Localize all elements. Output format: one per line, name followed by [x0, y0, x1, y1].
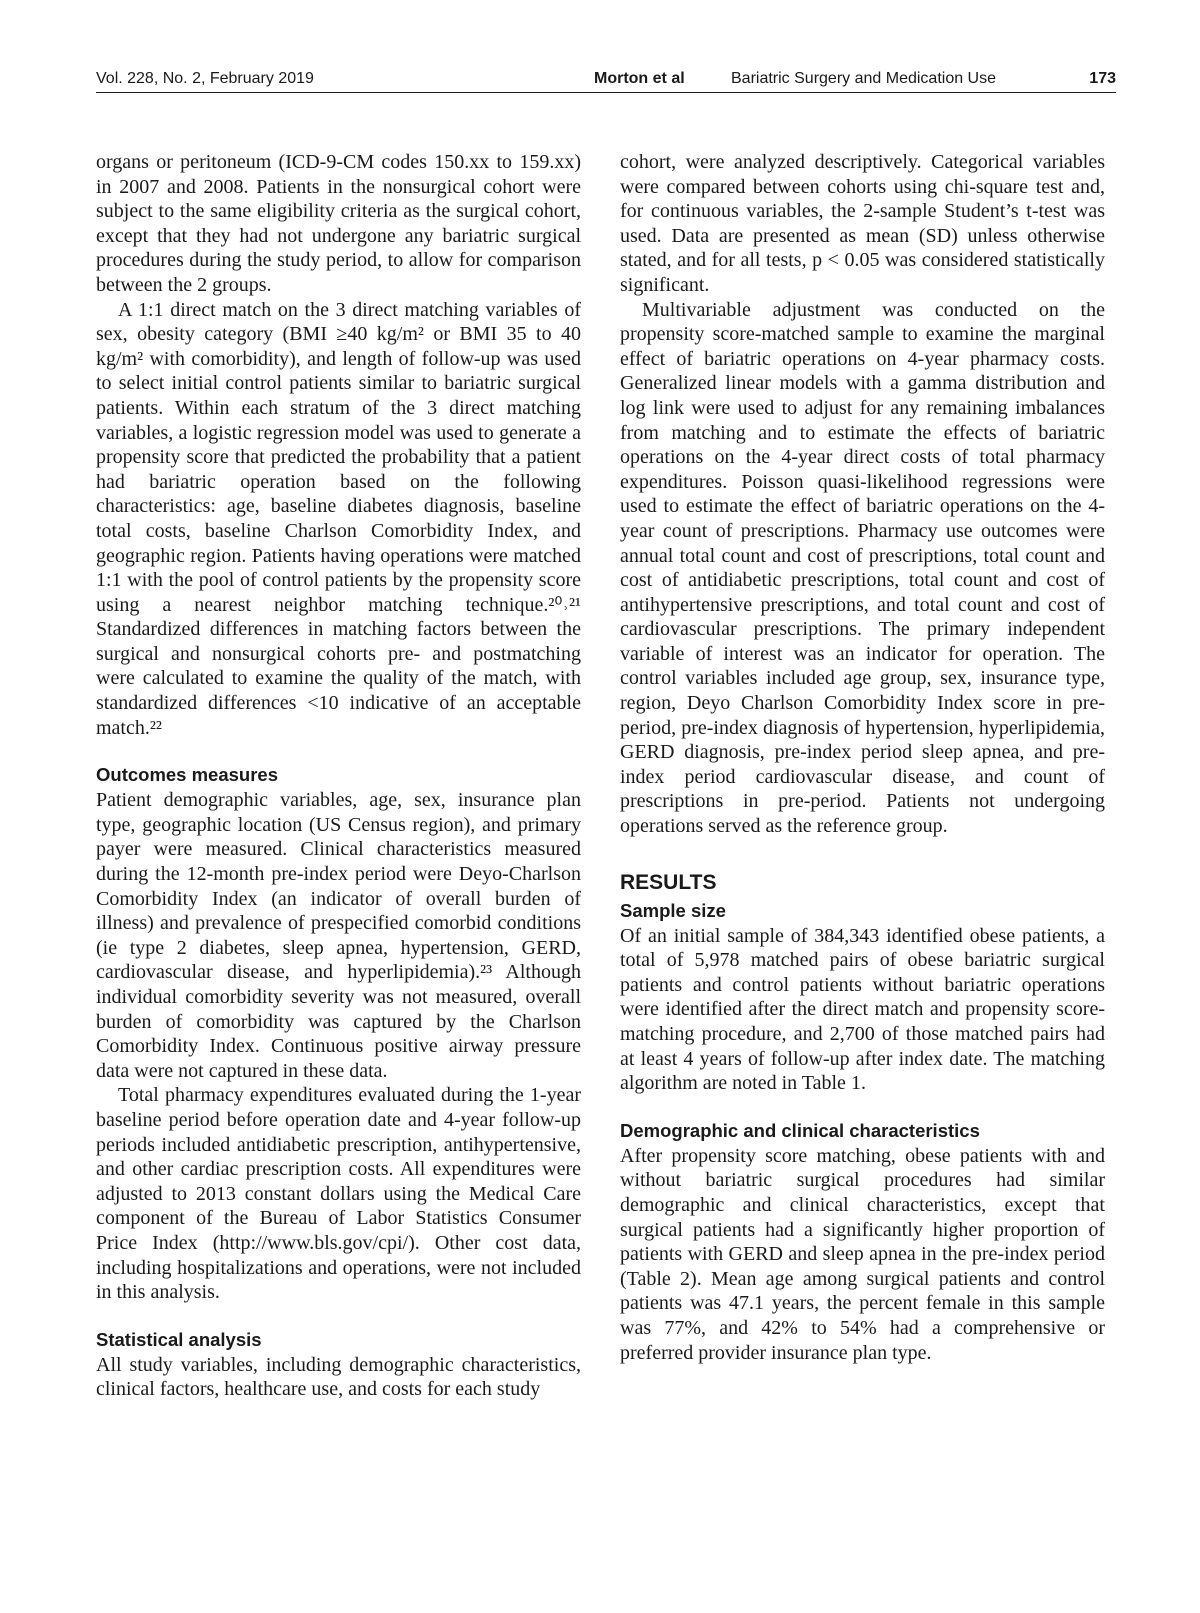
paragraph-matching: A 1:1 direct match on the 3 direct matching variables of sex, obesity category (BMI ≥40 kg/m² or BMI 35 to 40 kg/m² with comorbidity), and length of follow-up was used to select initial control patients similar to bariatric surgical patients. Within each stratum of the 3 direct matching variables, a logistic regression model was used to generate a propensity score that predicted the probability that a patient had bariatric operation based on the following characteristics: age, baseline diabetes diagnosis, baseline total costs, baseline Charlson Comorbidity Index, and geographic region. Patients having operations were matched 1:1 with the pool of control patients by the propensity score using a nearest neighbor matching technique.²⁰˒²¹ Standardized differences in matching factors between the surgical and nonsurgical cohorts pre- and postmatching were calculated to examine the quality of the match, with standardized differences <10 indicative of an acceptable match.²² — [96, 298, 581, 739]
right-column — [620, 150, 1105, 1365]
journal-volume: Vol. 228, No. 2, February 2019 — [96, 70, 314, 87]
paragraph-demographics: After propensity score matching, obese patients with and without bariatric surgical procedures had similar demographic and clinical characteristics, except that surgical patients had a significantly higher proportion of patients with GERD and sleep apnea in the pre-index period (Table 2). Mean age among surgical patients and control patients was 47.1 years, the percent female in this sample was 77%, and 42% to 54% had a comprehensive or preferred provider insurance plan type. — [620, 1144, 1105, 1364]
running-authors: Morton et al — [594, 70, 685, 87]
paragraph-outcomes: Patient demographic variables, age, sex, insurance plan type, geographic location (US Census region), and primary payer were measured. Clinical characteristics measured during the 12-month pre-index period were Deyo-Charlson Comorbidity Index (an indicator of overall burden of illness) and prevalence of prespecified comorbid conditions (ie type 2 diabetes, sleep apnea, hypertension, GERD, cardiovascular disease, and hyperlipidemia).²³ Although individual comorbidity severity was not measured, overall burden of comorbidity was captured by the Charlson Comorbidity Index. Continuous positive airway pressure data were not captured in these data. — [96, 789, 581, 1082]
heading-outcomes-measures: Outcomes measures — [96, 764, 279, 786]
heading-sample-size: Sample size — [620, 899, 726, 921]
paragraph-multivariable: Multivariable adjustment was conducted on the propensity score-matched sample to examine the marginal effect of bariatric operations on 4-year pharmacy costs. Generalized linear models with a gamma distribution and log link were used to adjust for any remaining imbalances from matching and to estimate the effects of bariatric operations on the 4-year direct costs of total pharmacy expenditures. Poisson quasi-likelihood regressions were used to estimate the effect of bariatric operations on the 4-year count of prescriptions. Pharmacy use outcomes were annual total count and cost of prescriptions, total count and cost of antidiabetic prescriptions, total count and cost of antihypertensive prescriptions, and total count and cost of cardiovascular prescriptions. The primary independent variable of interest was an indicator for operation. The control variables included age group, sex, insurance type, region, Deyo Charlson Comorbidity Index score in pre-period, pre-index diagnosis of hypertension, hyperlipidemia, GERD diagnosis, pre-index period sleep apnea, and pre-index period cardiovascular disease, and count of prescriptions in pre-period. Patients not undergoing operations served as the reference group. — [620, 298, 1105, 838]
page-number: 173 — [1089, 70, 1116, 87]
left-column — [96, 150, 581, 1402]
heading-results: RESULTS — [620, 870, 717, 894]
paragraph-sample-size: Of an initial sample of 384,343 identified obese patients, a total of 5,978 matched pairs of obese bariatric surgical patients and control patients without bariatric operations were identified after the direct match and propensity score-matching procedure, and 2,700 of those matched pairs had at least 4 years of follow-up after index date. The matching algorithm are noted in Table 1. — [620, 924, 1105, 1095]
paragraph-statistics: All study variables, including demographic characteristics, clinical factors, healthcare use, and costs for each study — [96, 1353, 581, 1401]
running-head — [96, 62, 1116, 93]
heading-demographics: Demographic and clinical characteristics — [620, 1119, 980, 1141]
running-title: Bariatric Surgery and Medication Use — [731, 70, 997, 87]
paragraph-eligibility: organs or peritoneum (ICD-9-CM codes 150.xx to 159.xx) in 2007 and 2008. Patients in the nonsurgical cohort were subject to the same eligibility criteria as the surgical cohort, except that they had not undergone any bariatric surgical procedures during the study period, to allow for comparison between the 2 groups. — [96, 151, 581, 296]
paragraph-descriptive: cohort, were analyzed descriptively. Categorical variables were compared between cohorts using chi-square test and, for continuous variables, the 2-sample Student’s t-test was used. Data are presented as mean (SD) unless otherwise stated, and for all tests, p < 0.05 was considered statistically significant. — [620, 151, 1105, 296]
paragraph-expenditures: Total pharmacy expenditures evaluated during the 1-year baseline period before operation date and 4-year follow-up periods included antidiabetic prescription, antihypertensive, and other cardiac prescription costs. All expenditures were adjusted to 2013 constant dollars using the Medical Care component of the Bureau of Labor Statistics Consumer Price Index (http://www.bls.gov/cpi/). Other cost data, including hospitalizations and operations, were not included in this analysis. — [96, 1084, 581, 1304]
heading-statistical-analysis: Statistical analysis — [96, 1328, 262, 1350]
